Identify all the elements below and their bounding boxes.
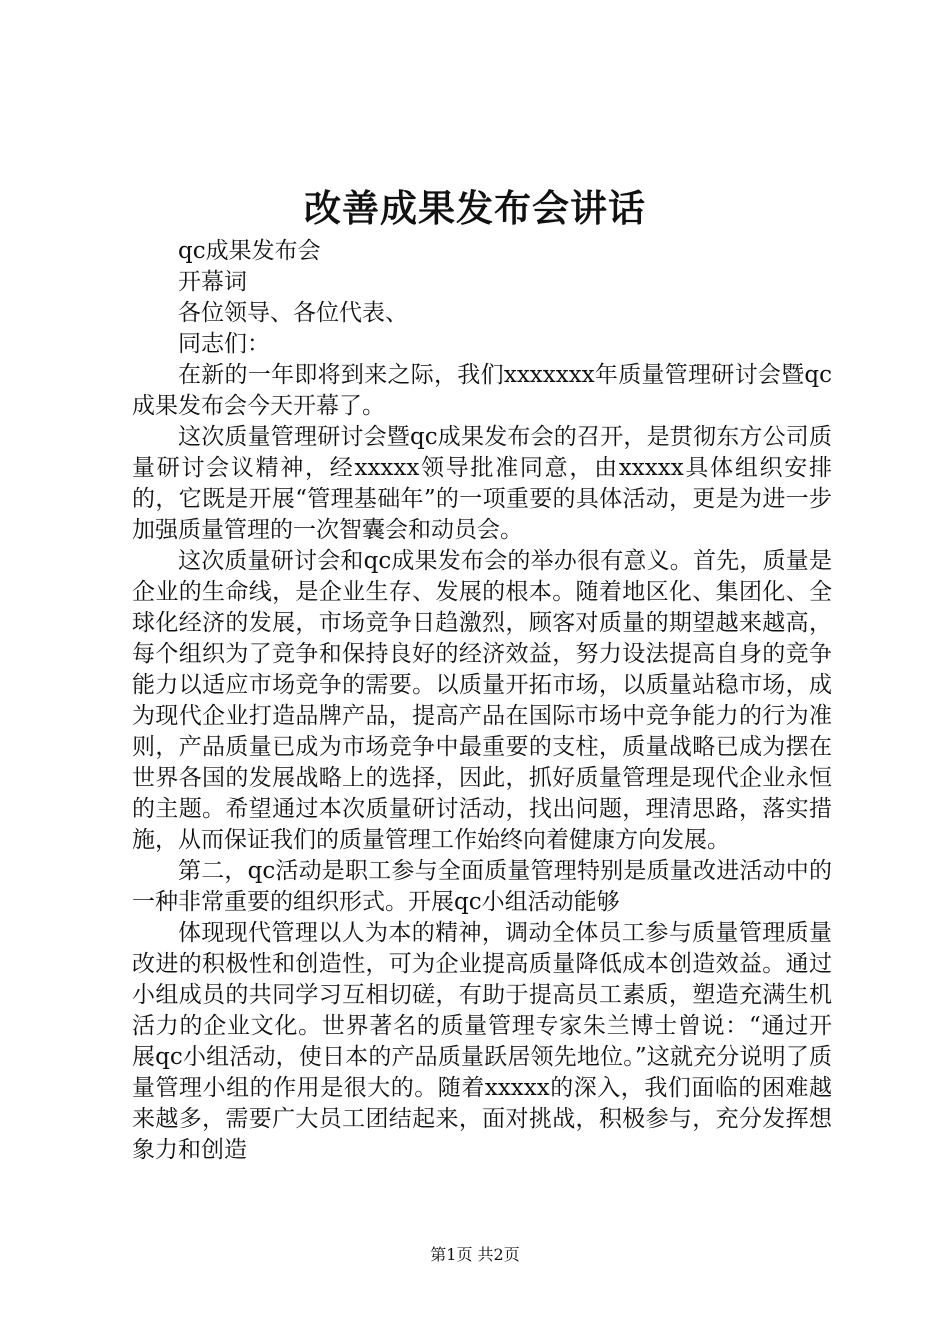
paragraph: 同志们： [178,331,270,357]
paragraph: 各位领导、各位代表、 [178,300,408,326]
paragraph: 这次质量管理研讨会暨qc成果发布会的召开，是贯彻东方公司质量研讨会议精神，经xxxxx领导批准同意，由xxxxx具体组织安排的，它既是开展“管理基础年”的一项重要的具体活动，更是为进一步加强质量管理的一次智囊会和动员会。 [132,424,832,543]
paragraph: qc成果发布会 [178,238,321,264]
paragraph: 体现现代管理以人为本的精神，调动全体员工参与质量管理质量改进的积极性和创造性，可为企业提高质量降低成本创造效益。通过小组成员的共同学习互相切磋，有助于提高员工素质，塑造充满生机活力的企业文化。世界著名的质量管理专家朱兰博士曾说：“通过开展qc小组活动，使日本的产品质量跃居领先地位。”这就充分说明了质量管理小组的作用是很大的。随着xxxxx的深入，我们面临的困难越来越多，需要广大员工团结起来，面对挑战，积极参与，充分发挥想象力和创造 [132,920,832,1163]
paragraph: 这次质量研讨会和qc成果发布会的举办很有意义。首先，质量是企业的生命线，是企业生存、发展的根本。随着地区化、集团化、全球化经济的发展，市场竞争日趋激烈，顾客对质量的期望越来越高，每个组织为了竞争和保持良好的经济效益，努力设法提高自身的竞争能力以适应市场竞争的需要。以质量开拓市场，以质量站稳市场，成为现代企业打造品牌产品，提高产品在国际市场中竞争能力的行为准则，产品质量已成为市场竞争中最重要的支柱，质量战略已成为摆在世界各国的发展战略上的选择，因此，抓好质量管理是现代企业永恒的主题。希望通过本次质量研讨活动，找出问题，理清思路，落实措施，从而保证我们的质量管理工作始终向着健康方向发展。 [132,548,832,853]
document-title: 改善成果发布会讲话 [304,186,646,230]
document-body [132,236,832,1166]
page-footer: 第1页 共2页 [430,1245,520,1264]
paragraph: 第二，qc活动是职工参与全面质量管理特别是质量改进活动中的一种非常重要的组织形式。开展qc小组活动能够 [132,858,832,915]
paragraph: 开幕词 [178,269,247,295]
paragraph: 在新的一年即将到来之际，我们xxxxxxx年质量管理研讨会暨qc成果发布会今天开幕了。 [132,362,832,419]
